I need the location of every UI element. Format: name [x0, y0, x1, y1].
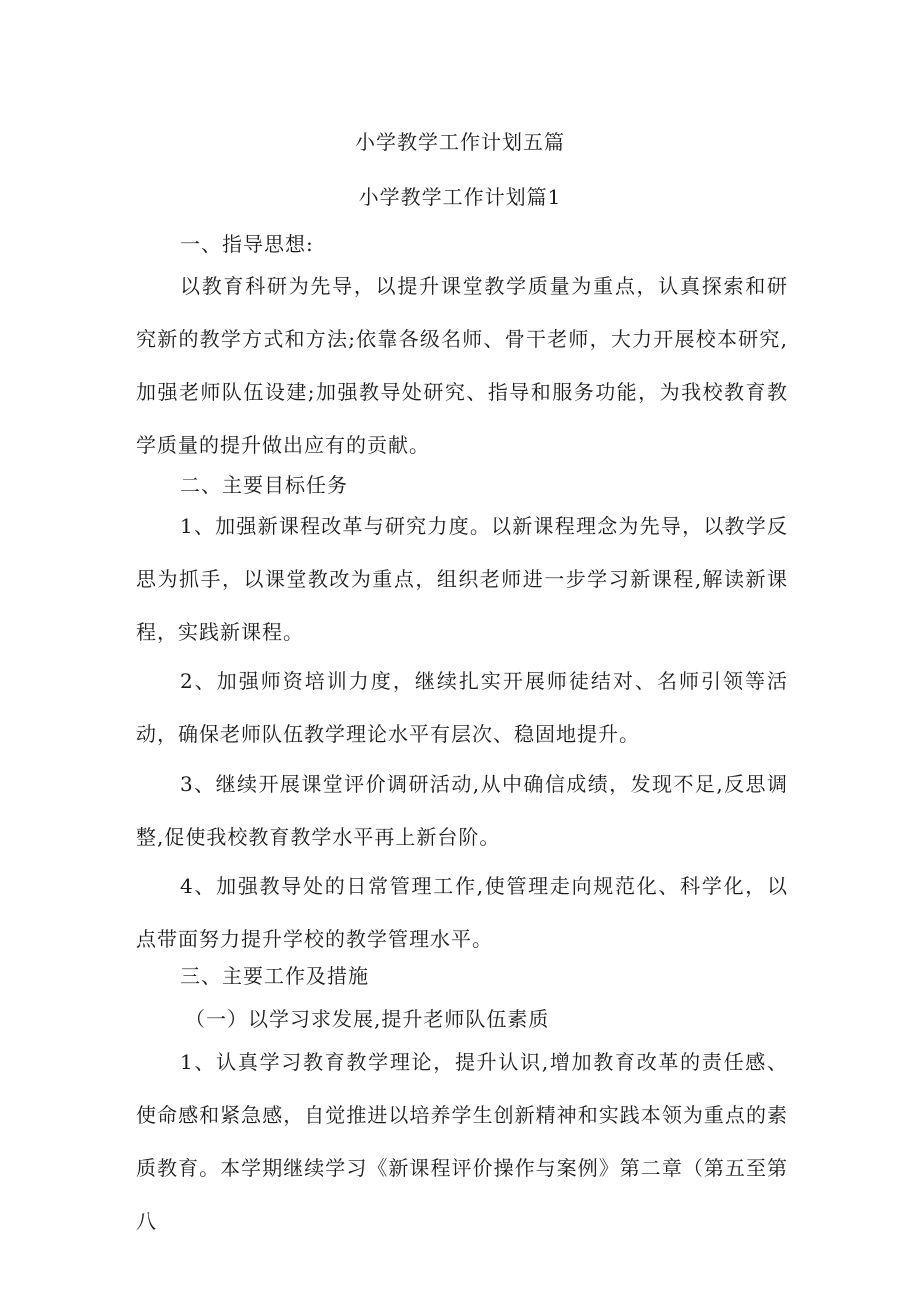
section3-heading: 三、主要工作及措施: [180, 964, 369, 988]
section2-heading: 二、主要目标任务: [180, 473, 348, 497]
section1-paragraph: 以教育科研为先导，以提升课堂教学质量为重点，认真探索和研究新的教学方式和方法;依靠各级名师、骨干老师，大力开展校本研究,加强老师队伍设建;加强教导处研究、指导和服务功能，为我校教育教学质量的提升做出应有的贡献。: [136, 274, 788, 457]
section1-heading: 一、指导思想:: [180, 232, 314, 256]
document-title: 小学教学工作计划五篇: [355, 130, 565, 154]
section3-subheading: （一）以学习求发展,提升老师队伍素质: [185, 1007, 550, 1031]
section3-item-1: 1、认真学习教育教学理论，提升认识,增加教育改革的责任感、使命感和紧急感，自觉推进以培养学生创新精神和实践本领为重点的素质教育。本学期继续学习《新课程评价操作与案例》第二章（第五至第八: [136, 1050, 788, 1233]
section2-item-4: 4、加强教导处的日常管理工作,使管理走向规范化、科学化，以点带面努力提升学校的教学管理水平。: [136, 874, 788, 951]
document-subtitle: 小学教学工作计划篇1: [358, 185, 562, 209]
section2-item-1: 1、加强新课程改革与研究力度。以新课程理念为先导，以教学反思为抓手，以课堂教改为重点，组织老师进一步学习新课程,解读新课程，实践新课程。: [136, 514, 788, 644]
section2-item-2: 2、加强师资培训力度，继续扎实开展师徒结对、名师引领等活动，确保老师队伍教学理论水平有层次、稳固地提升。: [136, 669, 788, 746]
section2-item-3: 3、继续开展课堂评价调研活动,从中确信成绩，发现不足,反思调整,促使我校教育教学水平再上新台阶。: [136, 772, 788, 849]
